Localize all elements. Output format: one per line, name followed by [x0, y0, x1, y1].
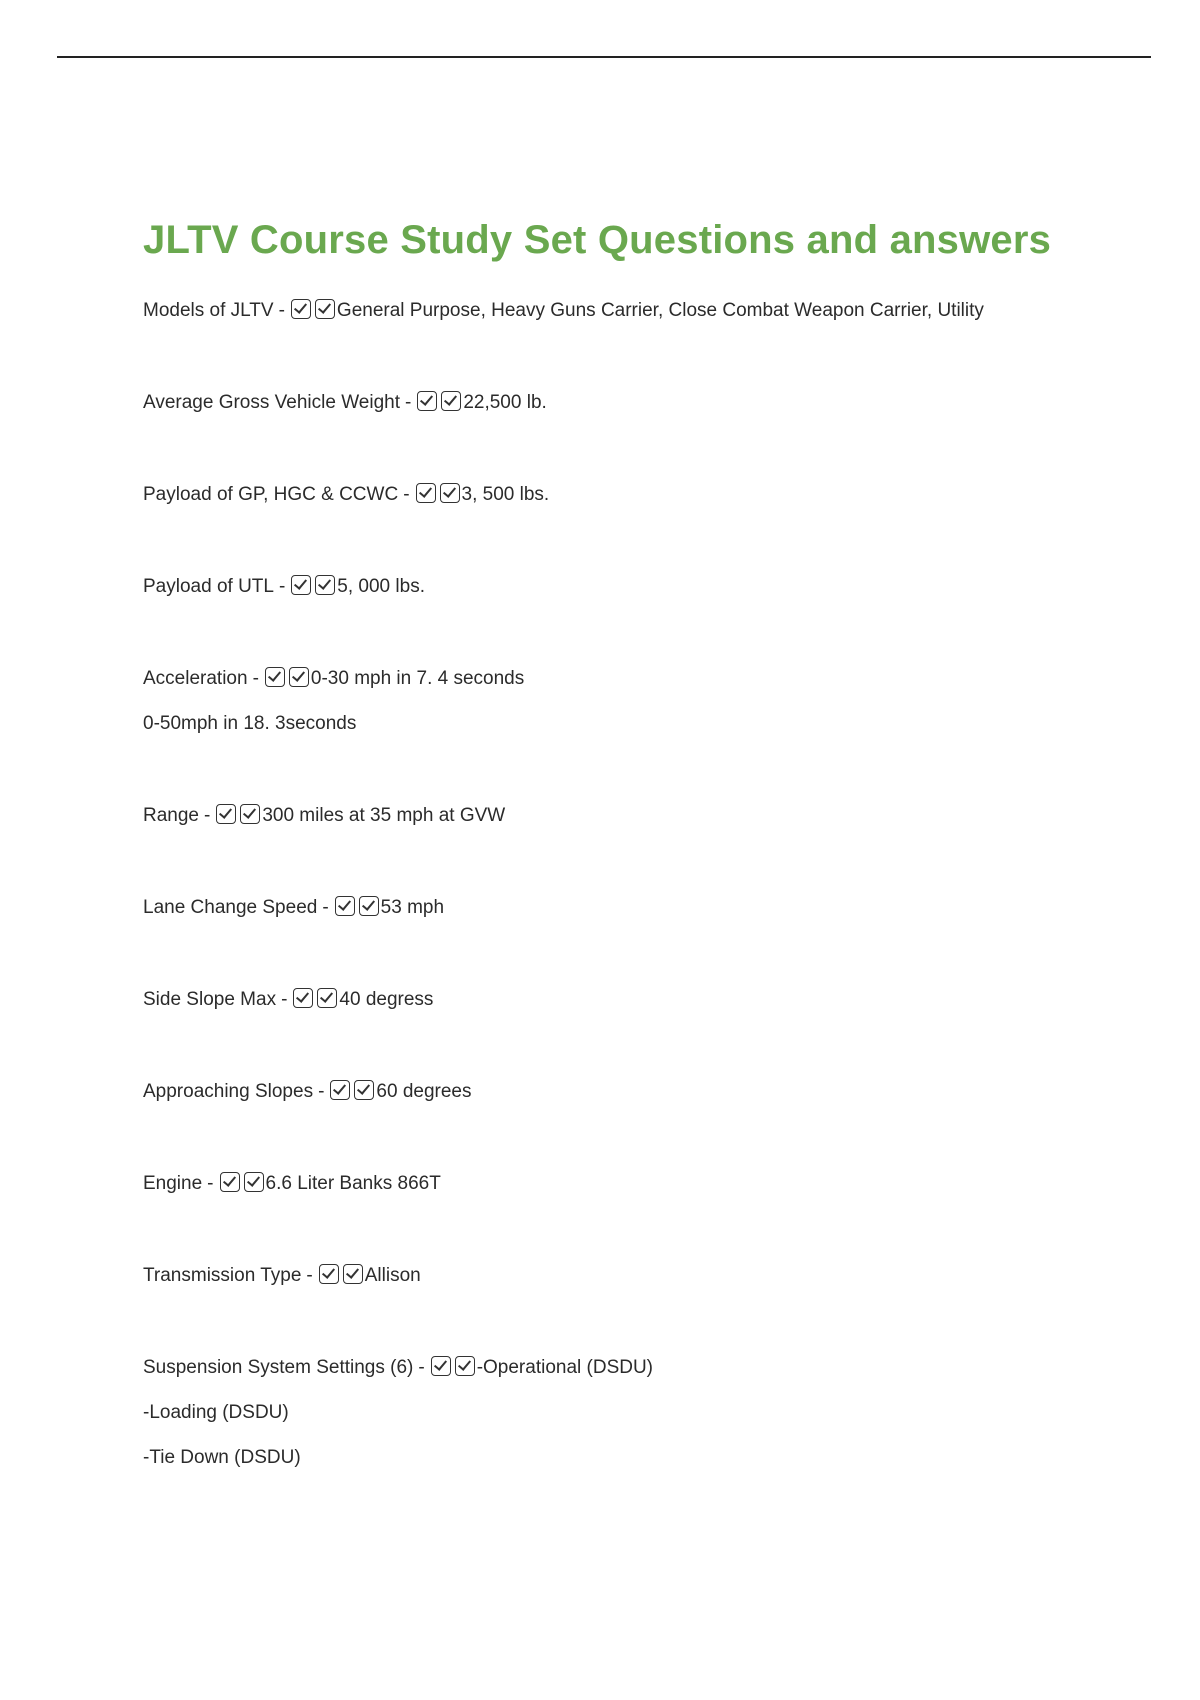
checkbox-checked-icon: [293, 988, 313, 1008]
checkbox-checked-icon: [265, 667, 285, 687]
qa-first-line: [143, 799, 1143, 832]
question-text: Engine: [143, 1173, 203, 1194]
checkbox-checked-icon: [315, 299, 335, 319]
question-text: Range: [143, 805, 199, 826]
checkbox-checked-icon: [240, 804, 260, 824]
question-separator: -: [204, 805, 211, 826]
qa-item: [143, 1075, 1143, 1108]
qa-item: [143, 1259, 1143, 1292]
qa-item: [143, 478, 1143, 511]
qa-first-line: [143, 662, 1143, 695]
answer-text: Allison: [364, 1265, 421, 1286]
document-title: JLTV Course Study Set Questions and answers: [143, 218, 1052, 262]
header-rule: [57, 56, 1151, 58]
checkbox-checked-icon: [330, 1080, 350, 1100]
answer-text: -Operational (DSDU): [476, 1357, 654, 1378]
checkbox-checked-icon: [335, 896, 355, 916]
question-separator: -: [306, 1265, 313, 1286]
checkbox-checked-icon: [359, 896, 379, 916]
qa-first-line: [143, 1259, 1143, 1292]
question-text: Payload of UTL: [143, 576, 274, 597]
qa-first-line: [143, 983, 1143, 1016]
question-separator: -: [405, 392, 412, 413]
question-separator: -: [403, 484, 410, 505]
question-text: Suspension System Settings (6): [143, 1357, 414, 1378]
qa-first-line: [143, 478, 1143, 511]
qa-item: [143, 570, 1143, 603]
question-text: Lane Change Speed: [143, 897, 318, 918]
question-separator: -: [252, 668, 259, 689]
question-separator: -: [322, 897, 329, 918]
question-text: Payload of GP, HGC & CCWC: [143, 484, 399, 505]
checkbox-checked-icon: [220, 1172, 240, 1192]
checkbox-checked-icon: [417, 391, 437, 411]
answer-continuation-line: [143, 1441, 1143, 1474]
answer-text: General Purpose, Heavy Guns Carrier, Close Combat Weapon Carrier, Utility: [336, 300, 984, 321]
checkbox-checked-icon: [216, 804, 236, 824]
answer-text: 300 miles at 35 mph at GVW: [262, 805, 506, 826]
checkbox-checked-icon: [431, 1356, 451, 1376]
checkbox-checked-icon: [354, 1080, 374, 1100]
checkbox-checked-icon: [289, 667, 309, 687]
question-text: Transmission Type: [143, 1265, 302, 1286]
answer-text: 40 degress: [339, 989, 434, 1010]
qa-first-line: [143, 1167, 1143, 1200]
checkbox-checked-icon: [315, 575, 335, 595]
answer-text: 3, 500 lbs.: [461, 484, 550, 505]
checkbox-checked-icon: [416, 483, 436, 503]
answer-text: 53 mph: [380, 897, 445, 918]
answer-text: 6.6 Liter Banks 866T: [265, 1173, 441, 1194]
question-text: Models of JLTV: [143, 300, 274, 321]
qa-list: [143, 294, 1143, 1474]
qa-first-line: [143, 891, 1143, 924]
question-separator: -: [418, 1357, 425, 1378]
checkbox-checked-icon: [319, 1264, 339, 1284]
qa-item: [143, 983, 1143, 1016]
qa-item: [143, 1167, 1143, 1200]
qa-first-line: [143, 1075, 1143, 1108]
question-separator: -: [278, 576, 286, 597]
checkbox-checked-icon: [440, 483, 460, 503]
question-separator: -: [207, 1173, 214, 1194]
answer-continuation-line: [143, 1396, 1143, 1429]
answer-text: 0-30 mph in 7. 4 seconds: [310, 668, 525, 689]
answer-text: -Tie Down (DSDU): [143, 1447, 301, 1468]
question-separator: -: [318, 1081, 325, 1102]
question-text: Acceleration: [143, 668, 248, 689]
checkbox-checked-icon: [291, 299, 311, 319]
qa-first-line: [143, 570, 1143, 603]
checkbox-checked-icon: [441, 391, 461, 411]
qa-first-line: [143, 294, 1143, 327]
answer-continuation-line: [143, 707, 1143, 740]
checkbox-checked-icon: [343, 1264, 363, 1284]
checkbox-checked-icon: [317, 988, 337, 1008]
qa-item: [143, 294, 1143, 327]
qa-item: [143, 1351, 1143, 1474]
qa-first-line: [143, 386, 1143, 419]
qa-first-line: [143, 1351, 1143, 1384]
question-separator: -: [281, 989, 288, 1010]
question-separator: -: [278, 300, 285, 321]
checkbox-checked-icon: [291, 575, 311, 595]
answer-text: 60 degrees: [376, 1081, 472, 1102]
answer-text: 5, 000 lbs.: [337, 576, 425, 597]
question-text: Average Gross Vehicle Weight: [143, 392, 400, 413]
question-text: Approaching Slopes: [143, 1081, 314, 1102]
qa-item: [143, 799, 1143, 832]
question-text: Side Slope Max: [143, 989, 277, 1010]
checkbox-checked-icon: [244, 1172, 264, 1192]
checkbox-checked-icon: [455, 1356, 475, 1376]
answer-text: -Loading (DSDU): [143, 1402, 289, 1423]
qa-item: [143, 662, 1143, 740]
answer-text: 0-50mph in 18. 3seconds: [143, 713, 357, 734]
answer-text: 22,500 lb.: [463, 392, 547, 413]
qa-item: [143, 386, 1143, 419]
qa-item: [143, 891, 1143, 924]
